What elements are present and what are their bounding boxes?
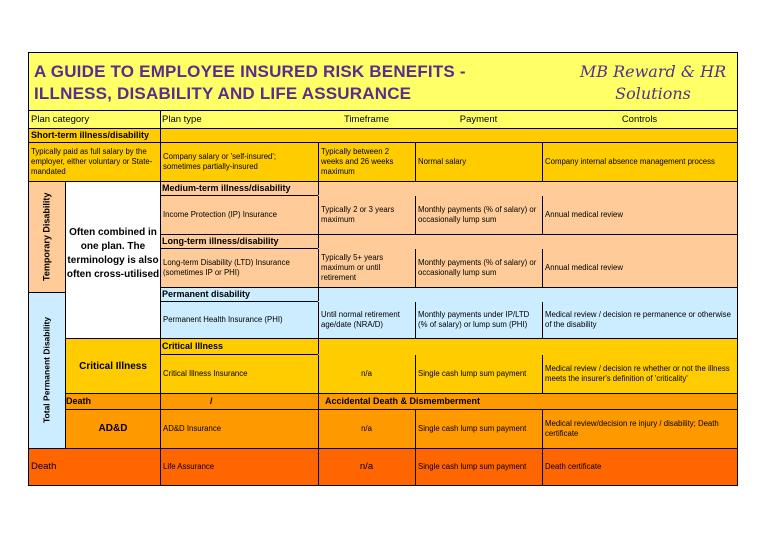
divider xyxy=(542,302,543,338)
short-term-controls: Company internal absence management process xyxy=(545,157,715,166)
medium-term-plan-type: Income Protection (IP) Insurance xyxy=(163,210,277,219)
short-term-payment: Normal salary xyxy=(418,157,467,166)
header-payment: Payment xyxy=(459,114,498,125)
divider xyxy=(318,182,319,195)
divider xyxy=(318,196,319,234)
divider xyxy=(415,196,416,234)
permanent-plan-type: Permanent Health Insurance (PHI) xyxy=(163,315,283,324)
long-term-payment: Monthly payments (% of salary) or occasionally lump sum xyxy=(418,258,537,277)
add-category: AD&D xyxy=(98,423,128,434)
critical-illness-timeframe: n/a xyxy=(361,369,372,378)
add-controls: Medical review/decision re injury / disability; Death certificate xyxy=(545,419,719,438)
title-line-2: ILLNESS, DISABILITY AND LIFE ASSURANCE xyxy=(34,84,412,103)
medium-term-timeframe: Typically 2 or 3 years maximum xyxy=(321,205,395,224)
divider xyxy=(415,449,416,485)
long-term-plan-type: Long-term Disability (LTD) Insurance (sometimes IP or PHI) xyxy=(163,258,290,277)
death-timeframe: n/a xyxy=(359,461,374,472)
add-section-title: Accidental Death & Dismemberment xyxy=(325,396,481,406)
divider xyxy=(542,410,543,448)
divider xyxy=(542,249,543,287)
header-plan-category: Plan category xyxy=(31,114,90,125)
permanent-controls: Medical review / decision re permanence or otherwise of the disability xyxy=(545,310,731,329)
divider xyxy=(318,449,319,485)
add-timeframe: n/a xyxy=(361,424,372,433)
medium-term-payment: Monthly payments (% of salary) or occasionally lump sum xyxy=(418,205,537,224)
critical-illness-payment: Single cash lump sum payment xyxy=(418,369,527,378)
long-term-section-title: Long-term illness/disability xyxy=(162,236,279,246)
total-permanent-disability-label: Total Permanent Disability xyxy=(41,316,52,424)
divider xyxy=(542,449,543,485)
brand-line-1: MB Reward & HR xyxy=(579,62,727,81)
divider xyxy=(542,355,543,393)
divider xyxy=(318,143,319,181)
add-payment: Single cash lump sum payment xyxy=(418,424,527,433)
short-term-timeframe: Typically between 2 weeks and 26 weeks maximum xyxy=(321,147,394,176)
divider xyxy=(318,288,319,301)
permanent-payment: Monthly payments under IP/LTD (% of salary) or lump sum (PHI) xyxy=(418,310,530,329)
long-term-controls: Annual medical review xyxy=(545,263,624,272)
critical-illness-section-title: Critical Illness xyxy=(162,341,224,351)
divider xyxy=(318,394,319,409)
death-controls: Death certificate xyxy=(545,462,602,471)
permanent-timeframe: Until normal retirement age/date (NRA/D) xyxy=(321,310,400,329)
critical-illness-plan-type: Critical Illness Insurance xyxy=(163,369,248,378)
divider xyxy=(415,302,416,338)
header-timeframe: Timeframe xyxy=(343,114,390,125)
header-controls: Controls xyxy=(621,114,658,125)
critical-illness-controls: Medical review / decision re whether or not the illness meets the insurer's definition of 'criticality' xyxy=(545,364,730,383)
permanent-section-title: Permanent disability xyxy=(162,289,251,299)
divider xyxy=(318,302,319,338)
divider xyxy=(318,355,319,393)
long-term-timeframe: Typically 5+ years maximum or until retirement xyxy=(321,253,384,282)
title-line-1: A GUIDE TO EMPLOYEE INSURED RISK BENEFITS - xyxy=(34,62,466,81)
divider xyxy=(542,143,543,181)
divider xyxy=(415,410,416,448)
divider xyxy=(318,249,319,287)
brand-logo xyxy=(569,61,737,105)
short-term-plan-type: Company salary or 'self-insured'; sometimes partially-insured xyxy=(163,152,277,171)
add-slash: / xyxy=(210,396,213,406)
brand-line-2: Solutions xyxy=(615,84,691,103)
combined-note: Often combined in one plan. The terminology is also often cross-utilised xyxy=(66,227,160,280)
divider xyxy=(318,235,319,248)
divider xyxy=(415,249,416,287)
death-plan-type: Life Assurance xyxy=(163,462,215,471)
divider xyxy=(318,410,319,448)
divider xyxy=(542,196,543,234)
critical-illness-category: Critical Illness xyxy=(79,361,147,372)
medium-term-section-title: Medium-term illness/disability xyxy=(162,183,291,193)
divider xyxy=(160,182,161,485)
death-payment: Single cash lump sum payment xyxy=(418,462,527,471)
temporary-disability-label: Temporary Disability xyxy=(41,192,52,282)
title-bar xyxy=(29,53,737,111)
medium-term-controls: Annual medical review xyxy=(545,210,624,219)
divider xyxy=(318,339,319,354)
add-plan-type: AD&D Insurance xyxy=(163,424,222,433)
divider xyxy=(415,355,416,393)
divider xyxy=(29,292,65,293)
page-title xyxy=(34,61,466,105)
divider xyxy=(415,143,416,181)
header-plan-type: Plan type xyxy=(162,114,202,125)
death-category: Death xyxy=(31,461,57,472)
divider xyxy=(160,111,161,181)
add-death-label: Death xyxy=(66,396,92,406)
short-term-category: Typically paid as full salary by the employer, either voluntary or State-mandated xyxy=(31,147,153,176)
short-term-section-title: Short-term illness/disability xyxy=(31,130,150,140)
